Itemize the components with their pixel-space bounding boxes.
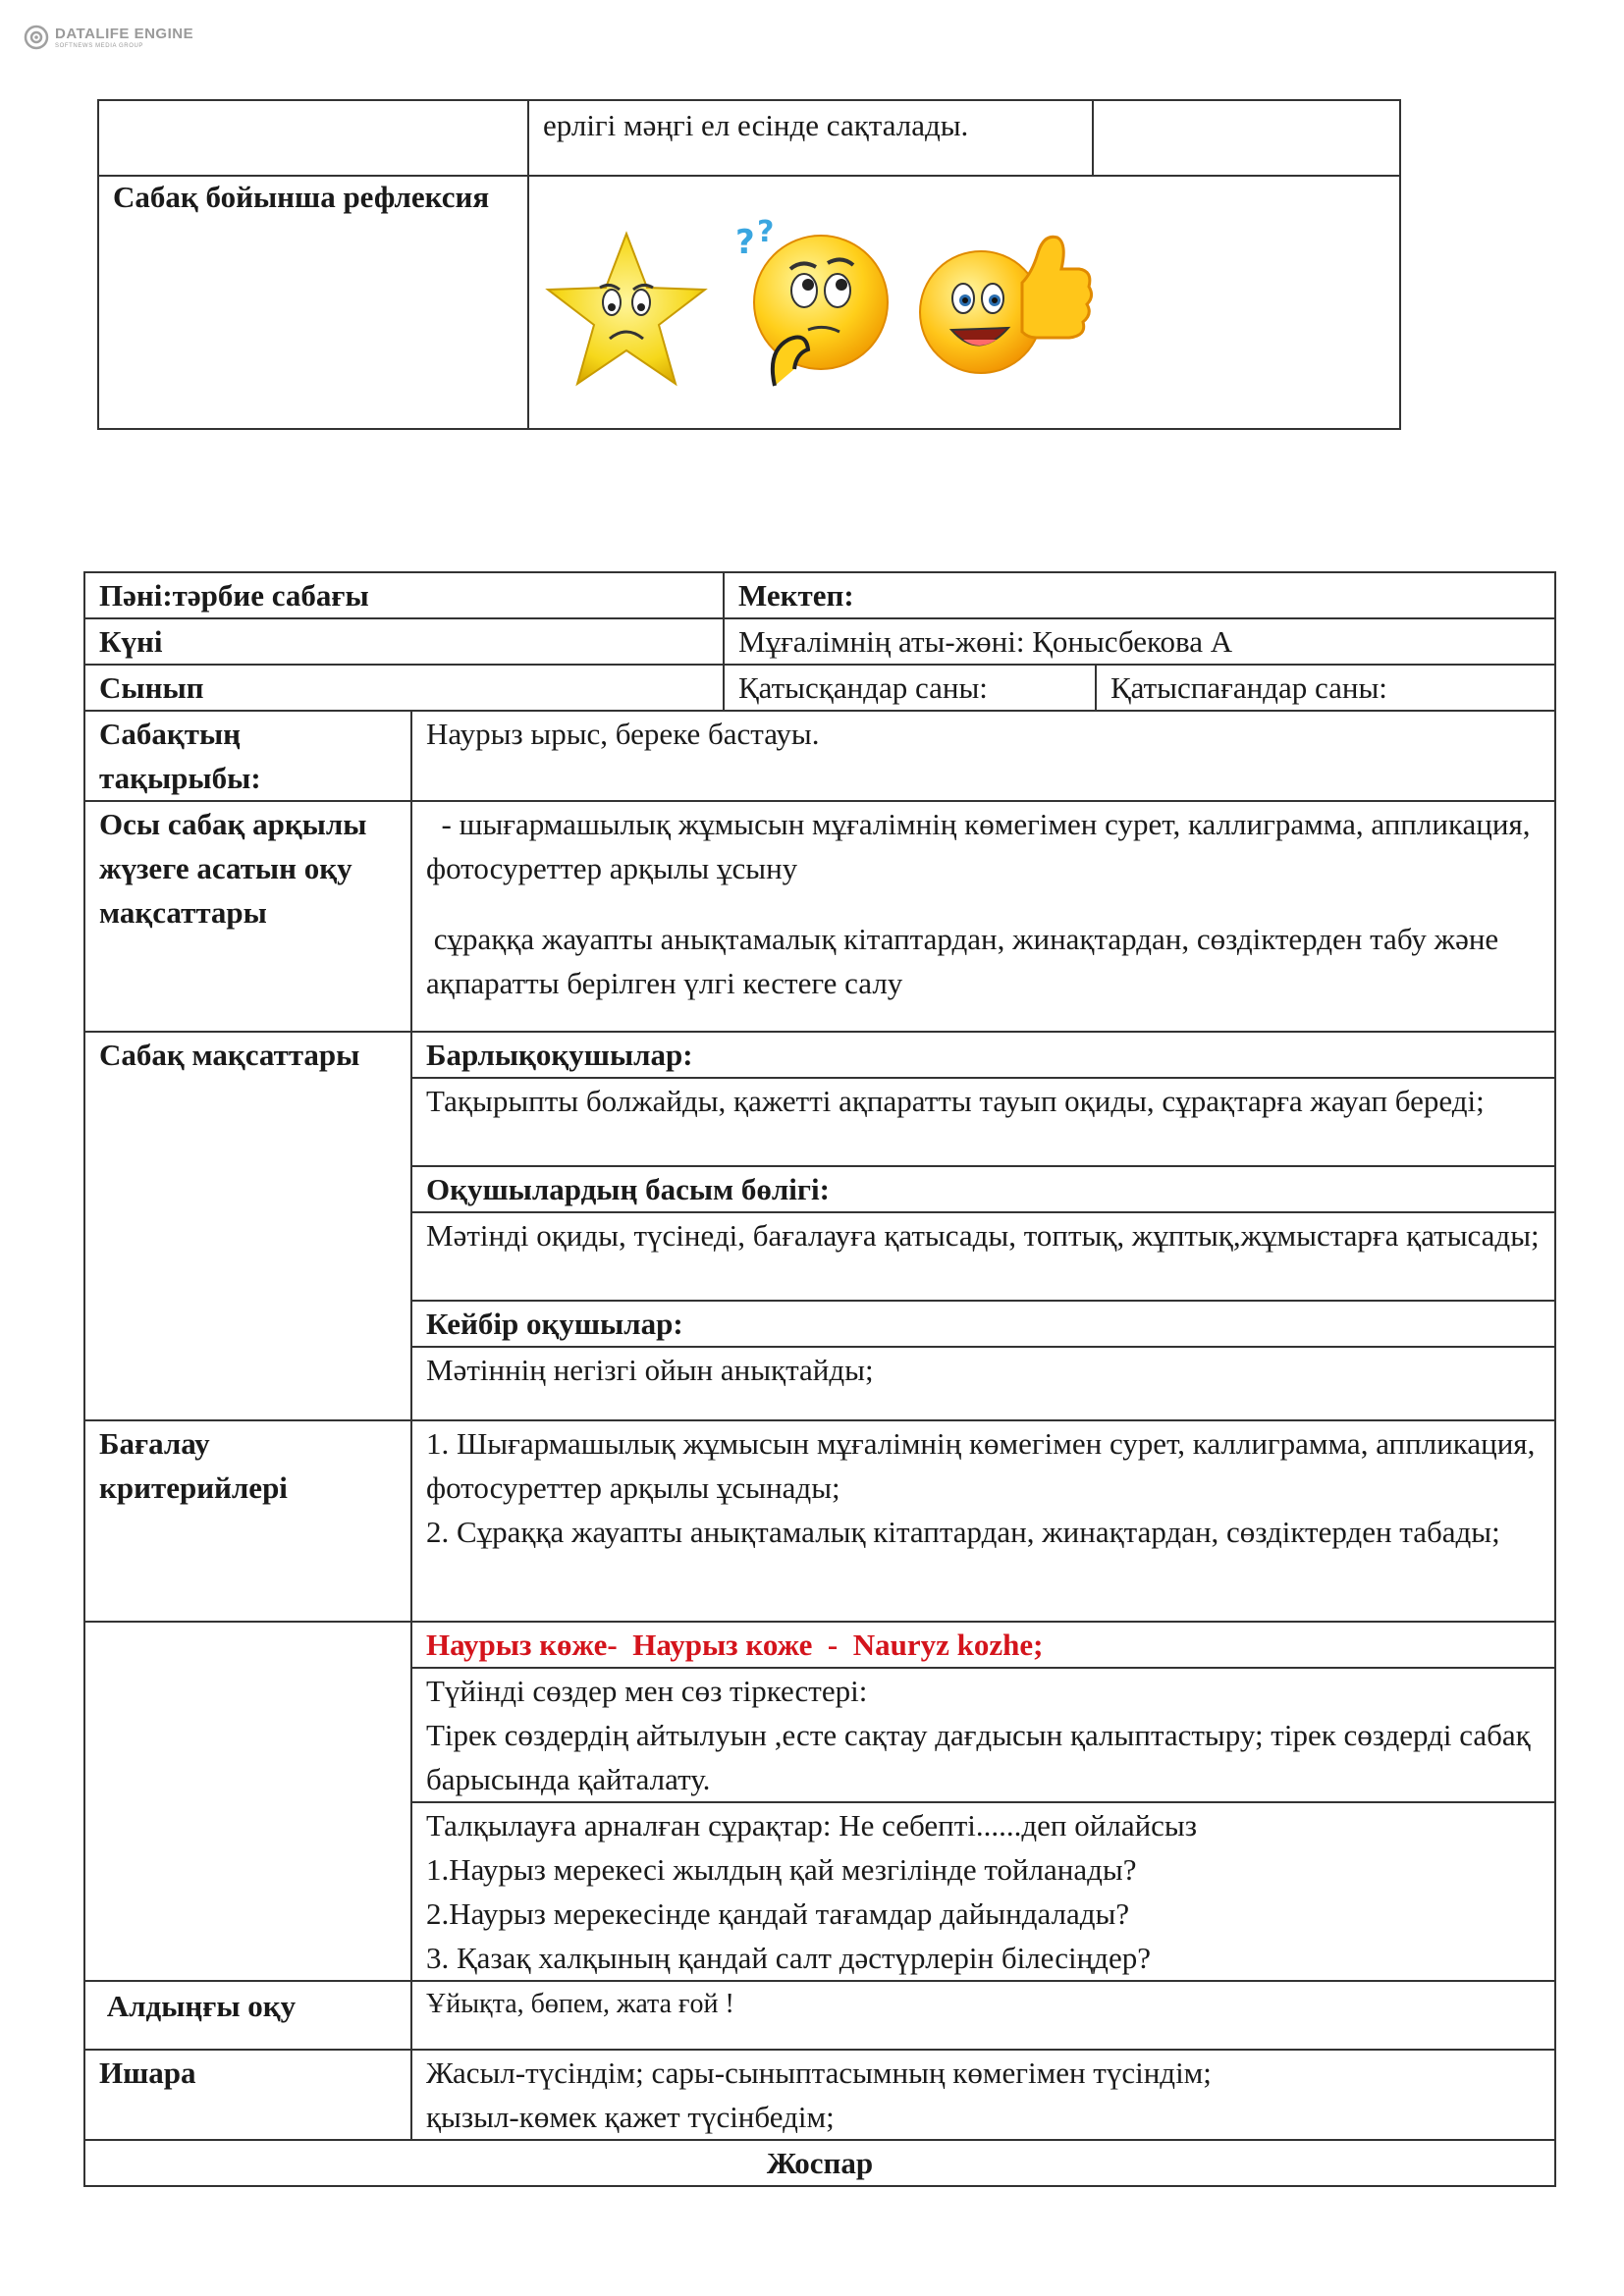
discussion-title: Талқылауға арналған сұрақтар: Не себепті......деп ойлайсыз	[426, 1808, 1198, 1842]
watermark-title: DATALIFE ENGINE	[55, 25, 194, 42]
reflection-icons-cell	[528, 176, 1400, 429]
learning-goals-cell	[411, 801, 1555, 1032]
criteria-cell	[411, 1420, 1555, 1622]
school-cell: Мектеп:	[724, 572, 1555, 618]
topic-value: Наурыз ырыс, береке бастауы.	[411, 711, 1555, 801]
question-3: 3. Қазақ халқының қандай салт дәстүрлерін білесіңдер?	[426, 1941, 1151, 1975]
keywords-text: Тірек сөздердің айтылуын ,есте сақтау дағдысын қалыптастыру; тірек сөздерді сабақ барысында қайталату.	[426, 1718, 1531, 1796]
present-count-cell: Қатысқандар саны:	[724, 665, 1096, 711]
learning-goal-1: - шығармашылық жұмысын мұғалімнің көмегімен сурет, каллиграмма, аппликация, фотосуреттер арқылы ұсыну	[426, 807, 1539, 885]
signal-text-1: Жасыл-түсіндім; сары-сыныптасымның көмегімен түсіндім;	[426, 2056, 1212, 2090]
trilingual-words: Наурыз көже- Наурыз коже - Nauryz kozhe;	[411, 1622, 1555, 1668]
empty-cell	[1093, 100, 1400, 176]
discussion-cell	[411, 1802, 1555, 1981]
svg-text:?: ?	[735, 223, 755, 262]
learning-goal-2: сұраққа жауапты анықтамалық кітаптардан, жинақтардан, сөздіктерден табу және ақпаратты берілген үлгі кестеге салу	[426, 922, 1506, 1000]
some-students-text: Мәтіннің негізгі ойын анықтайды;	[411, 1347, 1555, 1420]
thumbs-up-smiley-icon	[912, 214, 1099, 391]
watermark	[24, 18, 193, 57]
class-cell: Сынып	[84, 665, 724, 711]
criteria-label: Бағалау критерийлері	[84, 1420, 411, 1622]
most-students-label: Оқушылардың басым бөлігі:	[411, 1166, 1555, 1212]
criterion-2: 2. Сұраққа жауапты анықтамалық кітаптардан, жинақтардан, сөздіктерден табады;	[426, 1515, 1500, 1549]
svg-text:?: ?	[757, 215, 775, 249]
previous-text-cell: ерлігі мәңгі ел есінде сақталады.	[528, 100, 1093, 176]
empty-cell	[98, 100, 528, 176]
learning-goals-label: Осы сабақ арқылы жүзеге асатын оқу мақсаттары	[84, 801, 411, 1032]
topic-label: Сабақтың тақырыбы:	[84, 711, 411, 801]
sad-star-icon	[543, 229, 710, 391]
reflection-label: Сабақ бойынша рефлексия	[98, 176, 528, 429]
watermark-subtitle: SOFTNEWS MEDIA GROUP	[55, 42, 144, 49]
criterion-1: 1. Шығармашылық жұмысын мұғалімнің көмегімен сурет, каллиграмма, аппликация, фотосуреттер арқылы ұсынады;	[426, 1426, 1536, 1505]
all-students-label: Барлықоқушылар:	[411, 1032, 1555, 1078]
prior-learning-value: Ұйықта, бөпем, жата ғой !	[411, 1981, 1555, 2050]
prior-learning-label: Алдыңғы оқу	[84, 1981, 411, 2050]
absent-count-cell: Қатыспағандар саны:	[1096, 665, 1555, 711]
most-students-text: Мәтінді оқиды, түсінеді, бағалауға қатысады, топтық, жұптық,жұмыстарға қатысады;	[411, 1212, 1555, 1301]
keywords-cell	[411, 1668, 1555, 1802]
teacher-cell: Мұғалімнің аты-жөні: Қонысбекова А	[724, 618, 1555, 665]
question-2: 2.Наурыз мерекесінде қандай тағамдар дайындалады?	[426, 1896, 1130, 1931]
question-1: 1.Наурыз мерекесі жылдың қай мезгілінде тойланады?	[426, 1852, 1137, 1887]
empty-label-cell	[84, 1622, 411, 1981]
keywords-title: Түйінді сөздер мен сөз тіркестері:	[426, 1674, 868, 1708]
reflection-table	[97, 99, 1401, 430]
lesson-plan-table	[83, 571, 1556, 2187]
subject-cell: Пәні:тәрбие сабағы	[84, 572, 724, 618]
signal-label: Ишара	[84, 2050, 411, 2140]
signal-cell	[411, 2050, 1555, 2140]
some-students-label: Кейбір оқушылар:	[411, 1301, 1555, 1347]
thinking-face-icon	[728, 214, 894, 391]
all-students-text: Тақырыпты болжайды, қажетті ақпаратты тауып оқиды, сұрақтарға жауап береді;	[411, 1078, 1555, 1166]
plan-footer: Жоспар	[84, 2140, 1555, 2186]
lesson-goals-label: Сабақ мақсаттары	[84, 1032, 411, 1420]
date-cell: Күні	[84, 618, 724, 665]
eye-logo-icon	[24, 25, 49, 50]
signal-text-2: қызыл-көмек қажет түсінбедім;	[426, 2100, 835, 2134]
